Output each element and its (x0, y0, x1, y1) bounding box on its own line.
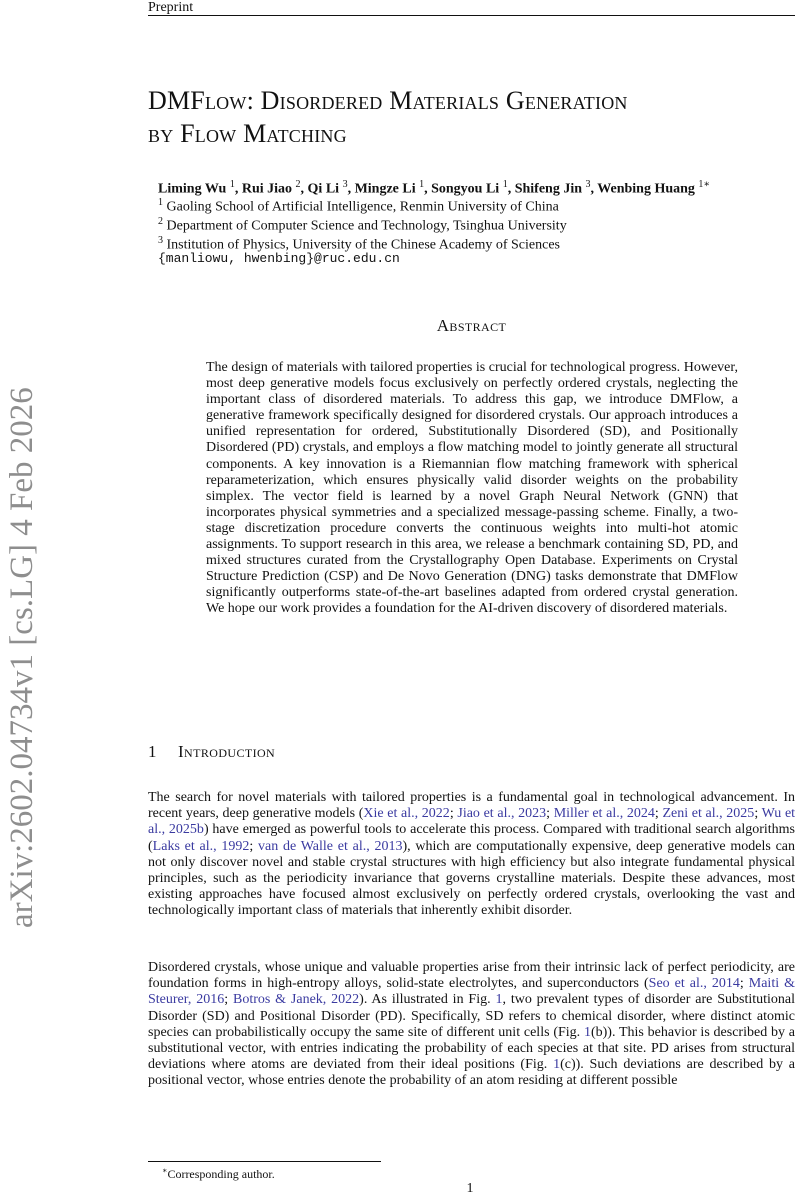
citation-link[interactable]: Miller et al., 2024 (553, 806, 655, 822)
affiliation-1: $^1$ Gaoling School of Artificial Intelligence, Renmin University of China (158, 197, 559, 215)
author-name: , Rui Jiao (234, 181, 296, 197)
author-name: , Qi Li (300, 181, 343, 197)
footnote-divider (148, 1161, 381, 1162)
figure-ref-link[interactable]: 1 (583, 1024, 591, 1040)
author-name: , Mingze Li (347, 181, 420, 197)
citation-link[interactable]: Xie et al., 2022 (363, 806, 450, 822)
citation-link[interactable]: Seo et al., 2014 (648, 976, 740, 992)
author-name: Liming Wu (158, 181, 230, 197)
section-heading-introduction: 1 Introduction (148, 742, 276, 761)
citation-link[interactable]: Laks et al., 1992 (152, 838, 250, 854)
paper-title (148, 84, 798, 150)
affiliation-3: $^3$ Institution of Physics, University of the Chinese Academy of Sciences (158, 235, 560, 253)
author-name: , Shifeng Jin (507, 181, 586, 197)
title-line-2: by Flow Matching (148, 119, 347, 148)
intro-paragraph-1: The search for novel materials with tailored properties is a fundamental goal in technological advancement. In recent years, deep generative models (Xie et al., 2022; Jiao et al., 2023; Miller et al., 2024; Zeni et al., 2025; Wu et al., 2025b) have emerged as powerful tools to accelerate this process. Compared with traditional search algorithms (Laks et al., 1992; van de Walle et al., 2013), which are computationally expensive, deep generative models can not only discover novel and stable crystal structures with high efficiency but also integrate fundamental physical principles, such as the periodicity invariance that governs crystalline materials. Despite these advances, most existing approaches have focused almost exclusively on perfectly ordered crystals, overlooking the vast and technologically important class of materials that inherently exhibit disorder. (148, 790, 796, 919)
contact-emails: {manliowu, hwenbing}@ruc.edu.cn (158, 251, 400, 266)
citation-link[interactable]: Maiti & Steurer, 2016 (148, 976, 795, 1008)
author-name: , Wenbing Huang (590, 181, 699, 197)
abstract-heading: Abstract (436, 316, 507, 335)
citation-link[interactable]: Wu et al., 2025b (148, 806, 796, 838)
citation-link[interactable]: Botros & Janek, 2022 (232, 992, 360, 1008)
citation-link[interactable]: van de Walle et al., 2013 (258, 838, 403, 854)
intro-paragraph-2: Disordered crystals, whose unique and valuable properties arise from their intrinsic lack of perfect periodicity, are foundation forms in high-entropy alloys, solid-state electrolytes, and superconductors (Seo et al., 2014; Maiti & Steurer, 2016; Botros & Janek, 2022). As illustrated in Fig. 1, two prevalent types of disorder are Substitutional Disorder (SD) and Positional Disorder (PD). Specifically, SD refers to chemical disorder, where distinct atomic species can probabilistically occupy the same site of different unit cells (Fig. 1(b)). This behavior is described by a substitutional vector, with entries indicating the probability of each species at that site. PD arises from structural deviations where atoms are deviated from their ideal positions (Fig. 1(c)). Such deviations are described by a positional vector, whose entries denote the probability of an atom residing at different possible (148, 960, 796, 1089)
title-line-1: DMFlow: Disordered Materials Generation (148, 86, 628, 115)
running-header: Preprint (148, 0, 194, 15)
arxiv-identifier-stamp: arXiv:2602.04734v1 [cs.LG] 4 Feb 2026 (4, 387, 40, 928)
figure-ref-link[interactable]: 1 (495, 992, 503, 1008)
page-number: 1 (466, 1181, 474, 1196)
citation-link[interactable]: Jiao et al., 2023 (457, 806, 547, 822)
citation-link[interactable]: Zeni et al., 2025 (662, 806, 755, 822)
abstract-body: The design of materials with tailored properties is crucial for technological progress. However, most deep generative models focus exclusively on perfectly ordered crystals, neglecting the important class of disordered materials. To address this gap, we introduce DMFlow, a generative framework specifically designed for disordered crystals. Our approach introduces a unified representation for ordered, Substitutionally Disordered (SD), and Positionally Disordered (PD) crystals, and employs a flow matching model to jointly generate all structural components. A key innovation is a Riemannian flow matching framework with spherical reparameterization, which ensures physically valid disorder weights on the probability simplex. The vector field is learned by a novel Graph Neural Network (GNN) that incorporates physical symmetries and a specialized message-passing scheme. Finally, a two-stage discretization procedure converts the continuous weights into multi-hot atomic assignments. To support research in this area, we release a benchmark containing SD, PD, and mixed structures curated from the Crystallography Open Database. Experiments on Crystal Structure Prediction (CSP) and De Novo Generation (DNG) tasks demonstrate that DMFlow significantly outperforms state-of-the-art baselines adapted from ordered crystal generation. We hope our work provides a foundation for the AI-driven discovery of disordered materials. (206, 360, 738, 617)
author-name: , Songyou Li (424, 181, 503, 197)
header-divider (148, 15, 795, 16)
footnote: ∗Corresponding author. (162, 1166, 275, 1181)
affiliation-2: $^2$ Department of Computer Science and Technology, Tsinghua University (158, 216, 567, 234)
author-list: Liming Wu $^1$, Rui Jiao $^2$, Qi Li $^3$, Mingze Li $^1$, Songyou Li $^1$, Shifeng Jin $^3$, Wenbing Huang $^{1∗}$ (158, 179, 711, 197)
figure-ref-link[interactable]: 1 (553, 1057, 561, 1073)
